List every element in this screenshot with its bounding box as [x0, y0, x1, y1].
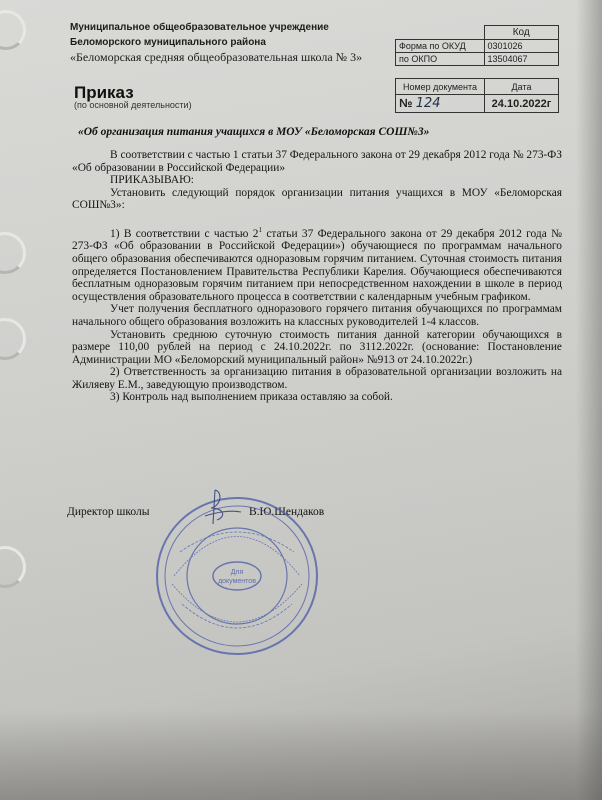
- doc-number-header: Номер документа: [396, 79, 485, 95]
- item-1-superscript: 1: [258, 225, 262, 234]
- codes-value: 0301026: [484, 40, 559, 53]
- paragraph-establish: Установить следующий порядок организации питания учащихся в МОУ «Беломорская СОШ№3»:: [72, 186, 562, 212]
- paragraph-order-word: ПРИКАЗЫВАЮ:: [110, 174, 194, 187]
- signer-position: Директор школы: [67, 506, 150, 518]
- paragraph-basis: В соответствии с частью 1 статьи 37 Федерального закона от 29 декабря 2012 года № 273-ФЗ «Об образовании в Российской Федерации»: [72, 149, 563, 174]
- item-1-rest: статьи 37 Федерального закона от 29 декабря 2012 года № 273-ФЗ «Об образовании в Российской Федерации») обучающиеся по программам начального общего образования обеспечиваются одноразовым горячим питанием. Суточная стоимость питания определяется Постановлением Правительства Республики Карелия. Обучающиеся обеспечиваются бесплатным одноразовым горячим питанием при непосредственном нахождении в школе в период осуществления образовательного процесса в соответствии с календарным учебным графиком.: [72, 227, 562, 303]
- org-name-line1: Муниципальное общеобразовательное учреждение: [70, 22, 329, 33]
- paragraph-accounting: Учет получения бесплатного одноразового горячего питания обучающихся по программам начального общего образования возложить на классных руководителей 1-4 классов.: [72, 303, 562, 328]
- item-1-start: 1) В соответствии с частью 2: [110, 227, 259, 240]
- page-subtitle: (по основной деятельности): [74, 100, 192, 110]
- codes-empty-cell: [396, 26, 485, 40]
- order-body: [72, 149, 562, 404]
- org-name-line2: Беломорского муниципального района: [70, 37, 266, 48]
- signer-name: В.Ю.Шендаков: [249, 506, 325, 518]
- stamp-center-line2: документов: [218, 578, 256, 585]
- page-title: Приказ: [74, 83, 134, 102]
- doc-date-header: Дата: [485, 79, 559, 95]
- org-name-line3: «Беломорская средняя общеобразовательная школа № 3»: [70, 50, 363, 64]
- paragraph-item-3: 3) Контроль над выполнением приказа оставляю за собой.: [110, 391, 393, 404]
- codes-value: 13504067: [484, 53, 559, 66]
- doc-number-table: [395, 78, 559, 113]
- paragraph-item-1: [72, 224, 562, 303]
- codes-table: [395, 25, 559, 66]
- paragraph-gap: [72, 212, 562, 224]
- handwritten-signature-icon: [193, 486, 245, 526]
- doc-number-prefix: №: [399, 96, 413, 110]
- doc-number-cell: [396, 95, 485, 113]
- doc-number-handwritten: 124: [415, 96, 441, 111]
- table-row: [396, 40, 559, 53]
- paragraph-cost: Установить среднюю суточную стоимость питания данной категории обучающихся в размере 110,00 рублей на период с 24.10.2022г. по 3112.2022г. (основание: Постановление Администрации МО «Беломорский муниципальный район» №913 от 24.10.2022г.): [72, 328, 562, 366]
- order-heading: «Об организация питания учащихся в МОУ «Беломорская СОШ№3»: [78, 126, 430, 138]
- paragraph-item-2: 2) Ответственность за организацию питания в образовательной организации возложить на Жиляеву Е.М., заведующую производством.: [72, 366, 562, 391]
- codes-label: по ОКПО: [396, 53, 485, 66]
- page-bottom-shadow: [0, 710, 602, 800]
- table-row: [396, 53, 559, 66]
- doc-date-cell: 24.10.2022г: [485, 95, 559, 113]
- codes-label: Форма по ОКУД: [396, 40, 485, 53]
- codes-header: Код: [484, 26, 559, 40]
- page-shadow: [576, 0, 602, 800]
- stamp-center-line1: Для: [230, 569, 244, 576]
